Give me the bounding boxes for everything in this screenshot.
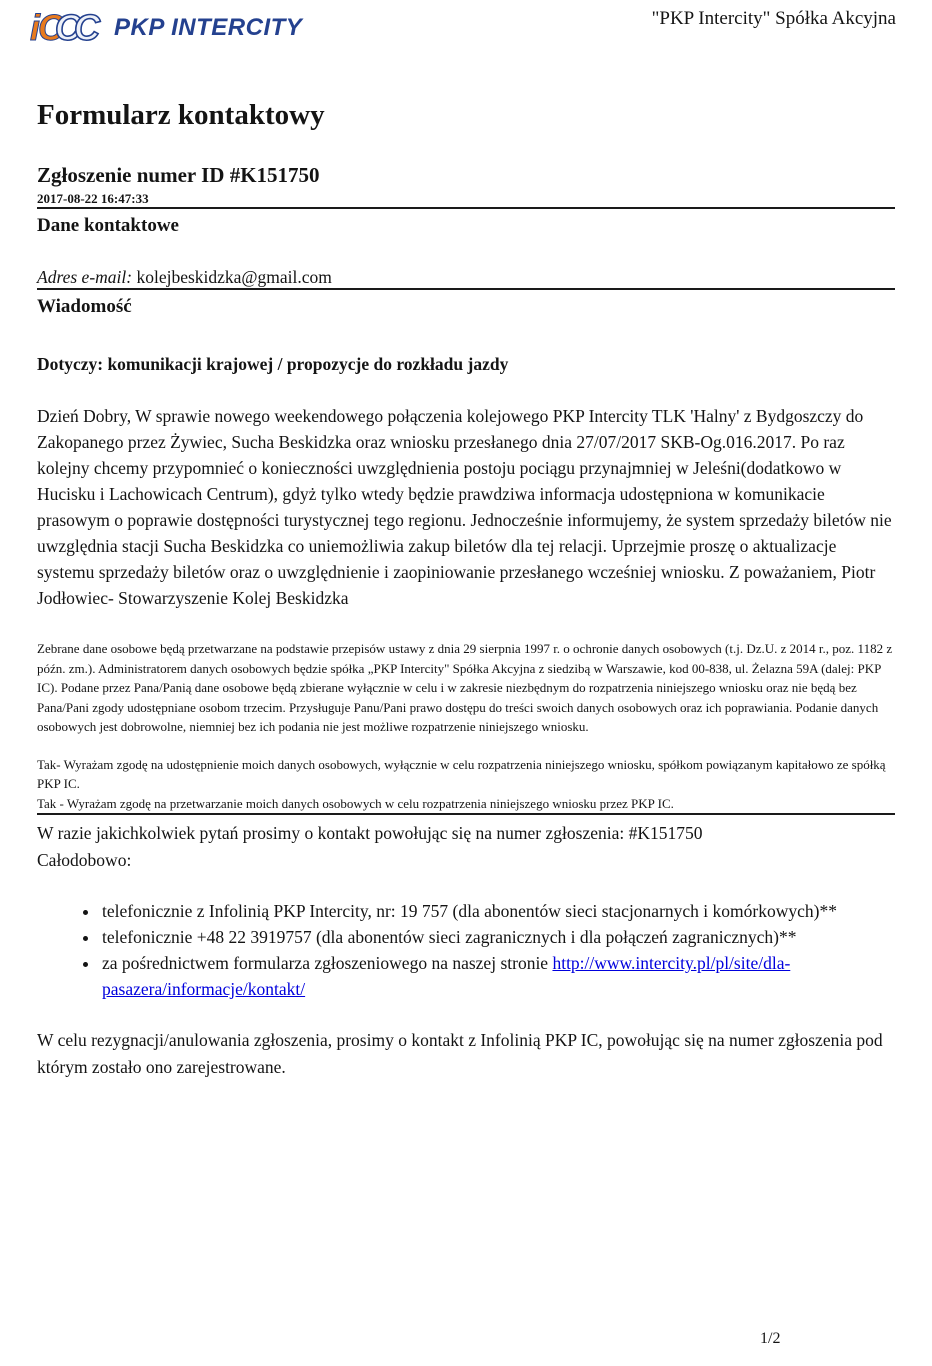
logo-ghost-c-icon: C xyxy=(55,7,81,48)
list-item-phone-domestic: • telefonicznie z Infolinią PKP Intercity, nr: 19 757 (dla abonentów sieci stacjonarnych i komórkowych)** xyxy=(100,898,895,924)
contact-section-heading: Dane kontaktowe xyxy=(37,215,179,236)
support-intro-line1: W razie jakichkolwiek pytań prosimy o kontakt powołując się na numer zgłoszenia: #K151750 xyxy=(37,823,703,843)
page-number: 1/2 xyxy=(760,1330,781,1347)
logo-ghost-c-icon: C xyxy=(74,7,100,48)
contact-options-list xyxy=(37,898,895,1002)
logo-brand-text: PKP INTERCITY xyxy=(114,14,303,41)
email-value: kolejbeskidzka@gmail.com xyxy=(136,267,332,287)
ticket-timestamp: 2017-08-22 16:47:33 xyxy=(37,191,149,206)
logo-ic-glyph: iC xyxy=(30,7,62,48)
contact-form-link[interactable]: http://www.intercity.pl/pl/site/dla-pasazera/informacje/kontakt/ xyxy=(102,953,791,999)
message-section-heading: Wiadomość xyxy=(37,296,132,317)
message-subject: Dotyczy: komunikacji krajowej / propozycje do rozkładu jazdy xyxy=(37,354,509,374)
message-body: Dzień Dobry, W sprawie nowego weekendowego połączenia kolejowego PKP Intercity TLK 'Halny' z Bydgoszczy do Zakopanego przez Żywiec, Sucha Beskidzka oraz wniosku przesłanego dnia 27/07/2017 SKB-Og.016.2017. Po raz kolejny chcemy przypomnieć o konieczności uwzględnienia postoju pociągu przynajmniej w Jeleśni(dodatkowo w Hucisku i Lachowicach Centrum), gdyż tylko wtedy będzie prawdziwa informacja udostępniona w komunikacie prasowym o poprawie dostępności turystycznej tego regionu. Jednocześnie informujemy, że system sprzedaży biletów nie uwzględnia stacji Sucha Beskidzka co uniemożliwia zakup biletów dla tej relacji. Uprzejmie proszę o aktualizacje systemu sprzedaży biletów oraz o uwzględnienie i zaopiniowanie przesłanego wcześniej wniosku. Z poważaniem, Piotr Jodłowiec- Stowarzyszenie Kolej Beskidzka xyxy=(37,406,892,608)
support-intro xyxy=(37,820,895,874)
page-title: Formularz kontaktowy xyxy=(37,99,325,131)
divider xyxy=(37,288,895,290)
legal-notice: Zebrane dane osobowe będą przetwarzane na podstawie przepisów ustawy z dnia 29 sierpnia 1997 r. o ochronie danych osobowych (t.j. Dz.U. z 2014 r., poz. 1182 z późn. zm.). Administratorem danych osobowych będzie spółka „PKP Intercity" Spółka Akcyjna z siedzibą w Warszawie, kod 00-838, ul. Żelazna 59A (dalej: PKP IC). Podane przez Pana/Panią dane osobowe będą zbierane wyłącznie w celu i w zakresie niezbędnym do rozpatrzenia niniejszego wniosku oraz nie będą bez Pana/Pani zgody udostępniane osobom trzecim. Przysługuje Panu/Pani prawo dostępu do treści swoich danych osobowych oraz ich poprawiania. Podanie danych osobowych jest dobrowolne, niemniej bez ich podania nie jest możliwe rozpatrzenie niniejszego wniosku. xyxy=(37,641,893,734)
consent-line: Tak- Wyrażam zgodę na udostępnienie moich danych osobowych, wyłącznie w celu rozpatrzenia niniejszego wniosku, spółkom powiązanym kapitałowo ze spółką PKP IC. xyxy=(37,756,886,791)
contact-form-text: za pośrednictwem formularza zgłoszeniowego na naszej stronie xyxy=(102,953,553,973)
ticket-id-heading: Zgłoszenie numer ID #K151750 xyxy=(37,163,320,187)
divider xyxy=(37,813,895,815)
pkp-intercity-logo xyxy=(30,7,303,48)
divider xyxy=(37,207,895,209)
support-intro-line2: Całodobowo: xyxy=(37,850,132,870)
pkp-intercity-logo-icon xyxy=(30,7,100,48)
cancellation-note: W celu rezygnacji/anulowania zgłoszenia, prosimy o kontakt z Infolinią PKP IC, powołując się na numer zgłoszenia pod którym zostało ono zarejestrowane. xyxy=(37,1030,883,1077)
list-item-phone-international: • telefonicznie +48 22 3919757 (dla abonentów sieci zagranicznych i dla połączeń zagranicznych)** xyxy=(100,924,895,950)
list-item-contact-form xyxy=(100,950,895,1002)
consent-block xyxy=(37,755,895,814)
consent-line: Tak - Wyrażam zgodę na przetwarzanie moich danych osobowych w celu rozpatrzenia niniejszego wniosku przez PKP IC. xyxy=(37,795,674,811)
email-row xyxy=(37,266,895,288)
company-name: "PKP Intercity" Spółka Akcyjna xyxy=(651,8,896,29)
email-label: Adres e-mail: xyxy=(37,267,133,287)
